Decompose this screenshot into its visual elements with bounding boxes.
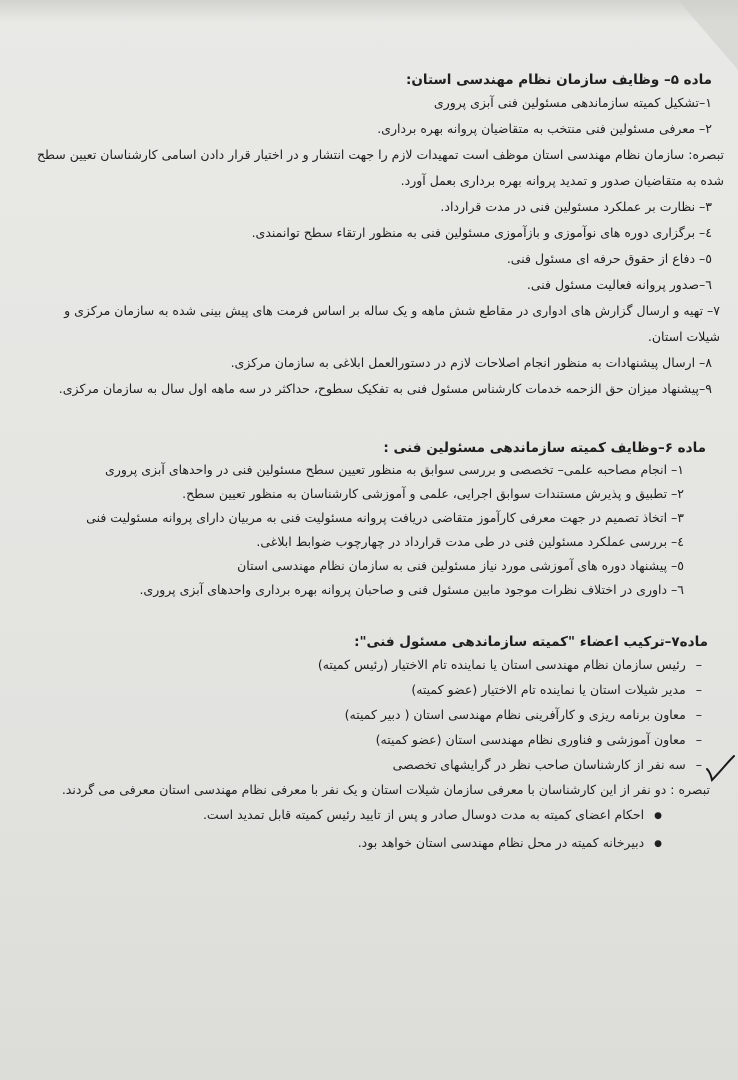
section-5-item: ٦–صدور پروانه فعالیت مسئول فنی. [526, 277, 712, 292]
section-6 [6, 438, 724, 602]
section-5-item: ۲– معرفی مسئولین فنی منتخب به متقاضیان پروانه بهره برداری. [377, 121, 712, 136]
section-5-item-cont: شیلات استان. [647, 329, 720, 344]
section-5-item: ٥– دفاع از حقوق حرفه ای مسئول فنی. [506, 251, 712, 266]
folded-corner [678, 0, 738, 70]
section-7-bullet: ● دبیرخانه کمیته در محل نظام مهندسی استان خواهد بود. [6, 830, 662, 858]
section-5-item: ۱–تشکیل کمیته سازماندهی مسئولین فنی آبزی پروری [433, 95, 712, 110]
section-5-note: تبصره: سازمان نظام مهندسی استان موظف است تمهیدات لازم را جهت انتشار و در اختیار قرار دادن اسامی کارشناسان تعیین سطح [36, 147, 724, 162]
committee-member: – رئیس سازمان نظام مهندسی استان یا نماینده تام الاختیار (رئیس کمیته) [6, 652, 702, 677]
section-5-title: ماده ۵– وظایف سازمان نظام مهندسی استان: [405, 72, 712, 88]
document-page [6, 70, 724, 1060]
section-7 [6, 632, 724, 858]
section-5-item: ۳– نظارت بر عملکرد مسئولین فنی در مدت قرارداد. [440, 199, 712, 214]
section-6-title: ماده ۶–وظایف کمیته سازماندهی مسئولین فنی : [383, 440, 706, 456]
section-7-note: تبصره : دو نفر از این کارشناسان با معرفی سازمان شیلات استان و یک نفر با معرفی نظام مهندسی استان معرفی می گردند. [61, 782, 710, 797]
section-6-item: ۱– انجام مصاحبه علمی– تخصصی و بررسی سوابق به منظور تعیین سطح مسئولین فنی در واحدهای آبزی پروری [105, 462, 684, 477]
section-7-title: ماده۷–ترکیب اعضاء "کمیته سازماندهی مسئول فنی": [354, 634, 708, 650]
section-6-item: ۲– تطبیق و پذیرش مستندات سوابق اجرایی، علمی و آموزشی کارشناسان به منظور تعیین سطح. [182, 486, 684, 501]
section-5-item: ٤– برگزاری دوره های نوآموزی و بازآموزی مسئولین فنی به منظور ارتقاء سطح توانمندی. [251, 225, 712, 240]
committee-member: – معاون برنامه ریزی و کارآفرینی نظام مهندسی استان ( دبیر کمیته) [6, 702, 702, 727]
section-5-note-cont: شده به متقاضیان صدور و تمدید پروانه بهره برداری بعمل آورد. [400, 173, 724, 188]
section-5-item: ۹–پیشنهاد میزان حق الزحمه خدمات کارشناس مسئول فنی به تفکیک سطوح، حداکثر در سه ماهه اول سال به سازمان مرکزی. [58, 381, 712, 396]
section-5-item: ۷– تهیه و ارسال گزارش های ادواری در مقاطع شش ماهه و یک ساله بر اساس فرمت های پیش بینی شده به سازمان مرکزی و [64, 303, 720, 318]
check-mark-icon [706, 752, 736, 782]
section-6-item: ٦– داوری در اختلاف نظرات موجود مابین مسئول فنی و صاحبان پروانه بهره برداری واحدهای آبزی پروری. [139, 582, 684, 597]
section-6-item: ۳– اتخاذ تصمیم در جهت معرفی کارآموز متقاضی دریافت پروانه مسئولیت فنی به مربیان دارای پروانه مسئولیت فنی [86, 510, 684, 525]
section-6-item: ٤– بررسی عملکرد مسئولین فنی در طی مدت قرارداد در چهارچوب ضوابط ابلاغی. [256, 534, 684, 549]
committee-member: – مدیر شیلات استان یا نماینده تام الاختیار (عضو کمیته) [6, 677, 702, 702]
section-5 [6, 70, 724, 402]
committee-member: – معاون آموزشی و فناوری نظام مهندسی استان (عضو کمیته) [6, 727, 702, 752]
committee-member: – سه نفر از کارشناسان صاحب نظر در گرایشهای تخصصی [6, 752, 702, 777]
section-5-item: ۸– ارسال پیشنهادات به منظور انجام اصلاحات لازم در دستورالعمل ابلاغی به سازمان مرکزی. [230, 355, 712, 370]
section-7-bullet: ● احکام اعضای کمیته به مدت دوسال صادر و پس از تایید رئیس کمیته قابل تمدید است. [6, 802, 662, 830]
section-6-item: ٥– پیشنهاد دوره های آموزشی مورد نیاز مسئولین فنی به سازمان نظام مهندسی استان [237, 558, 684, 573]
paper-edge-shadow [0, 0, 738, 22]
